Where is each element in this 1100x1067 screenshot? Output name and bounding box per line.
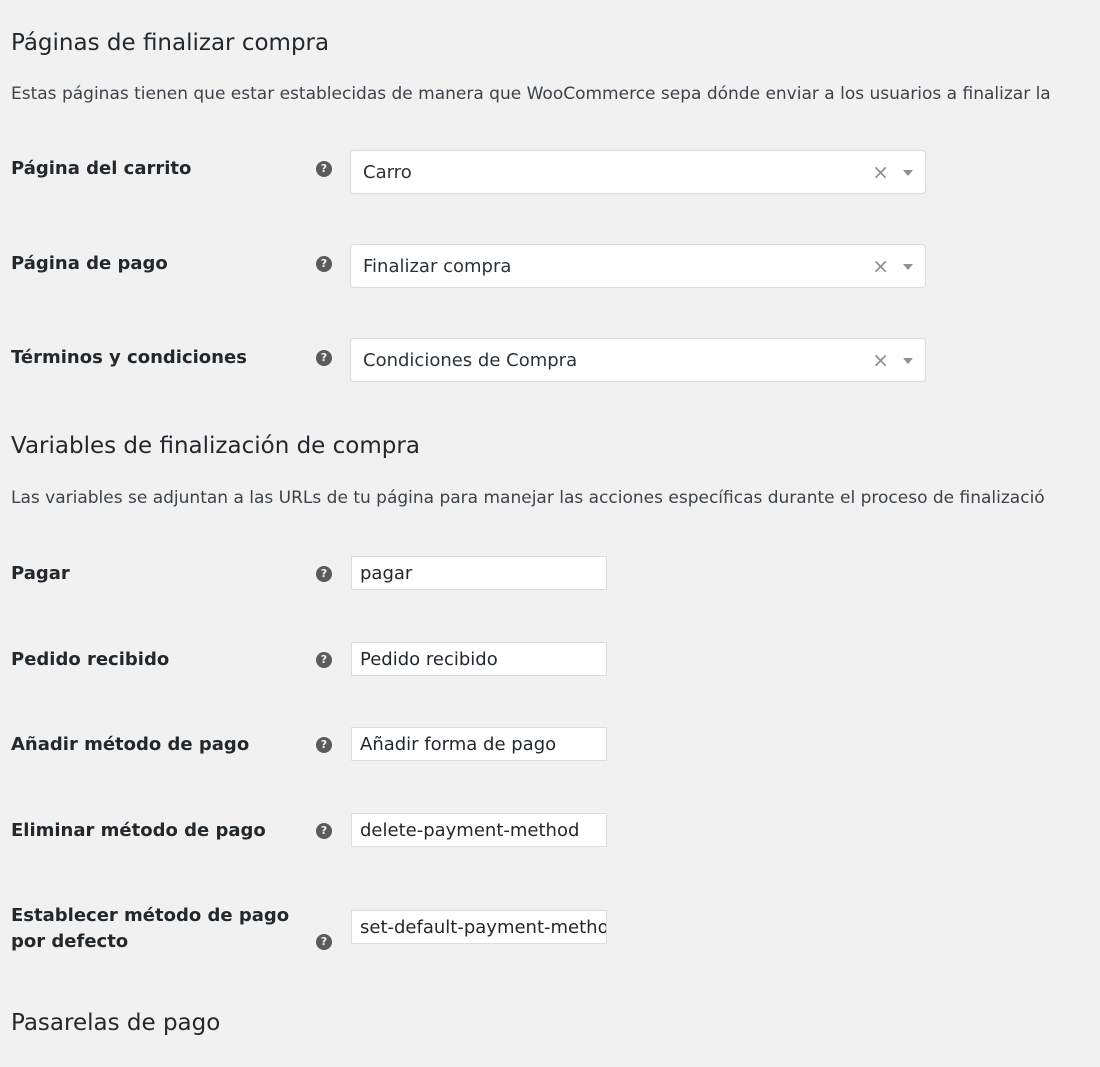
set-default-payment-method-label-line2: por defecto	[11, 931, 129, 952]
help-circle-icon[interactable]: ?	[316, 256, 332, 272]
set-default-payment-method-endpoint-input[interactable]	[351, 910, 607, 944]
checkout-page-label: Página de pago	[11, 253, 168, 274]
set-default-payment-method-label-line1: Establecer método de pago	[11, 905, 290, 926]
add-payment-method-endpoint-input[interactable]	[351, 727, 607, 761]
pay-endpoint-input[interactable]	[351, 556, 607, 590]
checkout-pages-heading: Páginas de finalizar compra	[11, 30, 330, 56]
add-payment-method-endpoint-label: Añadir método de pago	[11, 734, 250, 755]
help-circle-icon[interactable]: ?	[316, 161, 332, 177]
order-received-endpoint-input[interactable]	[351, 642, 607, 676]
chevron-down-icon[interactable]	[903, 264, 913, 270]
checkout-pages-description: Estas páginas tienen que estar establecidas de manera que WooCommerce sepa dónde enviar a los usuarios a finalizar la	[11, 84, 1051, 104]
cart-page-select[interactable]	[350, 150, 926, 194]
cart-page-selected-value: Carro	[363, 162, 412, 183]
help-circle-icon[interactable]: ?	[316, 652, 332, 668]
delete-payment-method-endpoint-input[interactable]	[351, 813, 607, 847]
terms-page-label: Términos y condiciones	[11, 347, 247, 368]
checkout-page-selected-value: Finalizar compra	[363, 256, 512, 277]
help-circle-icon[interactable]: ?	[316, 350, 332, 366]
terms-page-selected-value: Condiciones de Compra	[363, 350, 578, 371]
pay-endpoint-label: Pagar	[11, 563, 70, 584]
chevron-down-icon[interactable]	[903, 358, 913, 364]
order-received-endpoint-label: Pedido recibido	[11, 649, 170, 670]
clear-x-icon[interactable]: ×	[872, 160, 889, 184]
help-circle-icon[interactable]: ?	[316, 737, 332, 753]
checkout-page-select[interactable]	[350, 244, 926, 288]
clear-x-icon[interactable]: ×	[872, 254, 889, 278]
checkout-endpoints-description: Las variables se adjuntan a las URLs de tu página para manejar las acciones específicas durante el proceso de finalizació	[11, 488, 1045, 508]
help-circle-icon[interactable]: ?	[316, 566, 332, 582]
delete-payment-method-endpoint-label: Eliminar método de pago	[11, 820, 266, 841]
chevron-down-icon[interactable]	[903, 170, 913, 176]
payment-gateways-heading: Pasarelas de pago	[11, 1010, 221, 1036]
terms-page-select[interactable]	[350, 338, 926, 382]
help-circle-icon[interactable]: ?	[316, 934, 332, 950]
help-circle-icon[interactable]: ?	[316, 823, 332, 839]
checkout-endpoints-heading: Variables de finalización de compra	[11, 433, 420, 459]
cart-page-label: Página del carrito	[11, 158, 192, 179]
clear-x-icon[interactable]: ×	[872, 348, 889, 372]
